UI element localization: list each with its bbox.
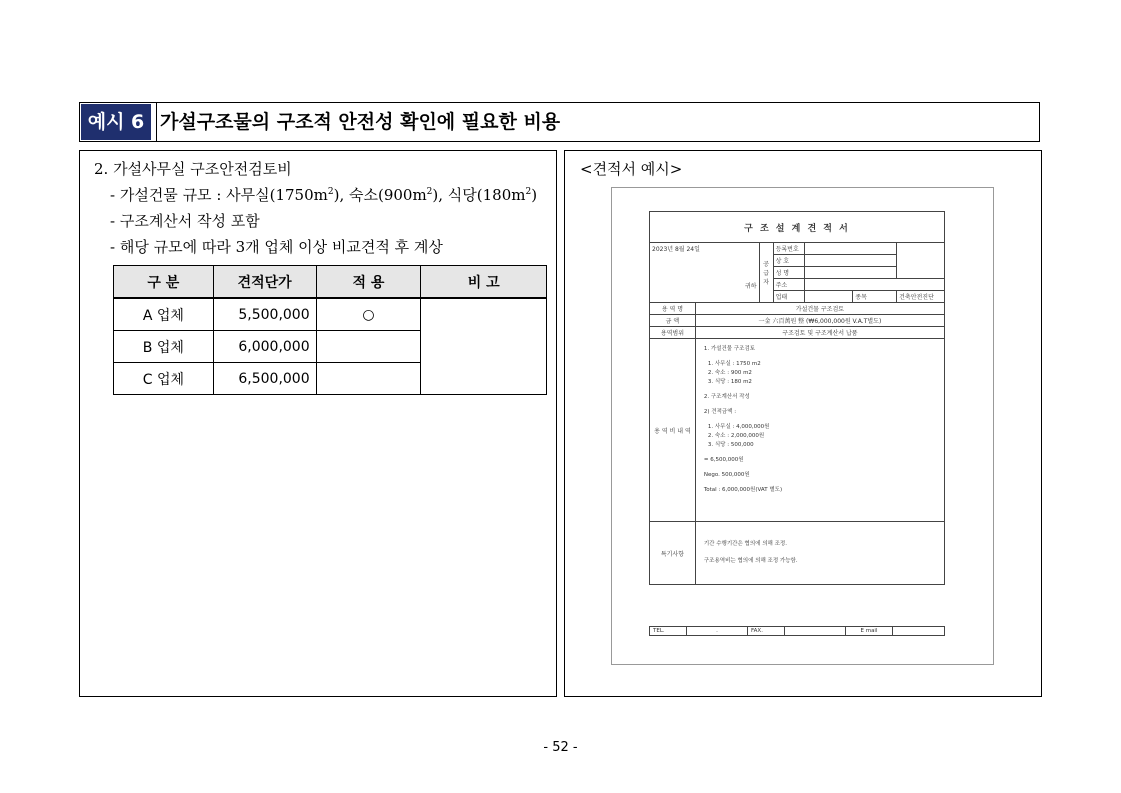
- field-value: 건축안전진단: [897, 291, 945, 303]
- field-label: 성 명: [773, 267, 805, 279]
- footer-fax-label: FAX.: [748, 627, 785, 636]
- bullet-scale: - 가설건물 규모 : 사무실$(1750m^2)$, 숙소$(900m^2)$, 식당$(180m^2)$: [110, 186, 538, 204]
- row-value: 一金 六百萬원 整 (₩6,000,000원 V.A.T별도): [695, 315, 944, 327]
- col-header-category: 구 분: [114, 266, 214, 299]
- detail-line: 3. 식당 : 500,000: [707, 442, 754, 448]
- detail-label: 용 역 비 내 역: [650, 339, 696, 522]
- vendor-price: 6,500,000: [213, 363, 316, 395]
- field-label: 상 호: [773, 255, 805, 267]
- field-value: [805, 243, 897, 255]
- field-label: 업태: [773, 291, 805, 303]
- vendor-name: C 업체: [114, 363, 214, 395]
- field-label: 주소: [773, 279, 805, 291]
- detail-line: 1. 사무실 : 1750 m2: [707, 361, 761, 367]
- bullet-compare: - 해당 규모에 따라 3개 업체 이상 비교견적 후 계상: [110, 238, 443, 256]
- estimate-example-heading: <견적서 예시>: [580, 160, 683, 178]
- field-label: 종목: [853, 291, 897, 303]
- section-title: 가설구조물의 구조적 안전성 확인에 필요한 비용: [160, 111, 561, 133]
- detail-line: 2) 견적금액 :: [703, 409, 737, 415]
- footer-tel-label: TEL.: [650, 627, 687, 636]
- notes-label: 특기사항: [650, 522, 696, 585]
- detail-line: 2. 숙소 : 2,000,000원: [707, 433, 765, 439]
- col-header-apply: 적 용: [316, 266, 421, 299]
- note-line: 기간 수행기간은 협의에 의해 조정.: [703, 541, 787, 547]
- detail-line: Nego. 500,000원: [703, 472, 750, 478]
- footer-email-value: [893, 627, 945, 636]
- footer-fax-value: [785, 627, 846, 636]
- row-value: 가설건물 구조검토: [695, 303, 944, 315]
- row-value: 구조검토 및 구조계산서 납품: [695, 327, 944, 339]
- item-heading: 2. 가설사무실 구조안전검토비: [94, 160, 292, 178]
- vendor-apply: ○: [316, 298, 421, 331]
- left-panel: [79, 150, 557, 697]
- notes-list: [695, 522, 944, 585]
- table-row: [114, 298, 547, 331]
- seal-cell: [897, 243, 945, 279]
- detail-line: 3. 식당 : 180 m2: [707, 379, 752, 385]
- row-label: 용 역 명: [650, 303, 696, 315]
- field-value: [805, 255, 897, 267]
- detail-line: 2. 숙소 : 900 m2: [707, 370, 752, 376]
- col-header-note: 비 고: [421, 266, 547, 299]
- bullet-calc: - 구조계산서 작성 포함: [110, 212, 260, 230]
- estimate-form: [649, 211, 945, 585]
- detail-line: 1. 사무실 : 4,000,000원: [707, 424, 770, 430]
- vendor-name: B 업체: [114, 331, 214, 363]
- estimate-date: 2023년 8월 24일: [652, 246, 700, 253]
- detail-line: 1. 가설건물 구조검토: [703, 346, 756, 352]
- detail-line: Total : 6,000,000원(VAT 별도): [703, 487, 783, 493]
- note-line: 구조용역비는 협의에 의해 조정 가능함.: [703, 558, 798, 564]
- vendor-apply: [316, 331, 421, 363]
- field-value: [805, 279, 945, 291]
- page-number: - 52 -: [543, 740, 578, 755]
- detail-line: = 6,500,000원: [703, 457, 744, 463]
- field-label: 등록번호: [773, 243, 805, 255]
- footer-email-label: E mail: [846, 627, 893, 636]
- quote-compare-table: [113, 265, 547, 395]
- header-divider: [156, 102, 157, 142]
- field-value: [805, 291, 853, 303]
- supplier-label: 공급자: [759, 243, 773, 303]
- vendor-price: 5,500,000: [213, 298, 316, 331]
- estimate-title: 구 조 설 계 견 적 서: [650, 212, 945, 243]
- vendor-price: 6,000,000: [213, 331, 316, 363]
- vendor-name: A 업체: [114, 298, 214, 331]
- estimate-date-cell: [650, 243, 760, 303]
- detail-line: 2. 구조계산서 작성: [703, 394, 750, 400]
- estimate-to: 귀하: [745, 283, 757, 290]
- vendor-apply: [316, 363, 421, 395]
- footer-tel-value: .: [687, 627, 748, 636]
- detail-list: [695, 339, 944, 522]
- example-badge: 예시 6: [81, 104, 151, 140]
- col-header-price: 견적단가: [213, 266, 316, 299]
- table-header-row: [114, 266, 547, 299]
- estimate-footer: [649, 626, 945, 636]
- row-label: 용역범위: [650, 327, 696, 339]
- field-value: [805, 267, 897, 279]
- row-label: 금 액: [650, 315, 696, 327]
- note-cell: [421, 298, 547, 395]
